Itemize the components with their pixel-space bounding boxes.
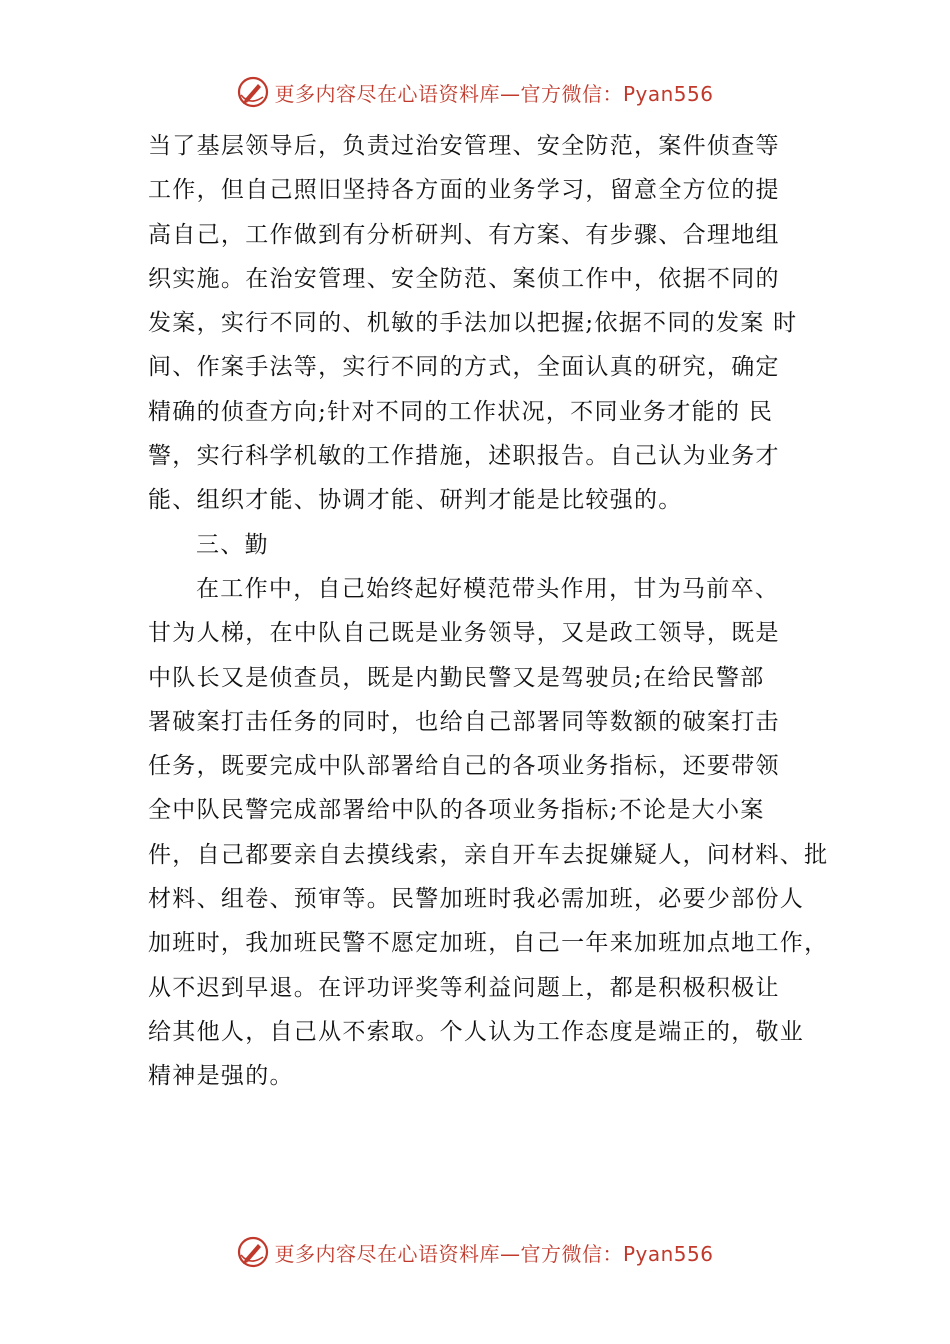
document-body [148, 124, 848, 1099]
body-line: 在工作中，自己始终起好模范带头作用，甘为马前卒、 [196, 575, 780, 602]
body-line: 中队长又是侦查员，既是内勤民警又是驾驶员;在给民警部 [148, 664, 765, 691]
body-line: 高自己，工作做到有分析研判、有方案、有步骤、合理地组 [148, 221, 780, 248]
body-line: 件，自己都要亲自去摸线索，亲自开车去捉嫌疑人，问材料、批 [148, 841, 829, 868]
body-line: 加班时，我加班民警不愿定加班，自己一年来加班加点地工作， [148, 930, 829, 957]
body-line: 精确的侦查方向;针对不同的工作状况，不同业务才能的 民 [148, 398, 774, 425]
body-line: 精神是强的。 [148, 1063, 294, 1090]
header-banner [0, 72, 950, 112]
body-line: 给其他人，自己从不索取。个人认为工作态度是端正的，敬业 [148, 1018, 805, 1045]
body-line: 材料、组卷、预审等。民警加班时我必需加班，必要少部份人 [148, 886, 805, 913]
pen-circle-logo-icon [236, 1235, 270, 1269]
body-line: 能、组织才能、协调才能、研判才能是比较强的。 [148, 487, 683, 514]
footer-banner [0, 1232, 950, 1272]
footer-text: 更多内容尽在心语资料库—官方微信：Pyan556 [274, 1241, 714, 1266]
body-line: 间、作案手法等，实行不同的方式，全面认真的研究，确定 [148, 354, 780, 381]
body-line: 当了基层领导后，负责过治安管理、安全防范，案件侦查等 [148, 133, 780, 159]
body-line: 工作，但自己照旧坚持各方面的业务学习，留意全方位的提 [148, 177, 780, 204]
body-line: 署破案打击任务的同时，也给自己部署同等数额的破案打击 [148, 708, 780, 735]
body-line: 发案，实行不同的、机敏的手法加以把握;依据不同的发案 时 [148, 310, 798, 337]
body-line: 织实施。在治安管理、安全防范、案侦工作中，依据不同的 [148, 265, 780, 292]
body-line: 警，实行科学机敏的工作措施，述职报告。自己认为业务才 [148, 443, 780, 470]
section-heading: 三、勤 [196, 531, 269, 558]
body-line: 全中队民警完成部署给中队的各项业务指标;不论是大小案 [148, 797, 765, 824]
body-line: 从不迟到早退。在评功评奖等利益问题上，都是积极积极让 [148, 974, 780, 1001]
body-line: 任务，既要完成中队部署给自己的各项业务指标，还要带领 [148, 753, 780, 780]
body-line: 甘为人梯，在中队自己既是业务领导，又是政工领导，既是 [148, 620, 780, 647]
header-text: 更多内容尽在心语资料库—官方微信：Pyan556 [274, 81, 714, 106]
pen-circle-logo-icon [236, 75, 270, 109]
